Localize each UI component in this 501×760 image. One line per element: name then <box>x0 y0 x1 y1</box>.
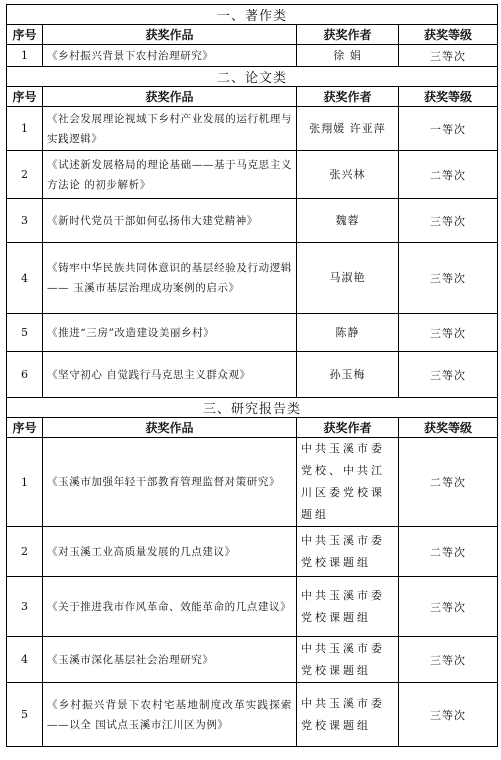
cell-author: 张翔媛 许亚萍 <box>297 107 399 151</box>
header-grade: 获奖等级 <box>399 87 498 107</box>
cell-author: 孙玉梅 <box>297 352 399 398</box>
header-grade: 获奖等级 <box>399 25 498 45</box>
cell-grade: 三等次 <box>399 577 498 637</box>
cell-author: 徐 娟 <box>297 45 399 67</box>
cell-grade: 二等次 <box>399 151 498 199</box>
cell-work: 《对玉溪工业高质量发展的几点建议》 <box>43 527 297 577</box>
header-author: 获奖作者 <box>297 418 399 438</box>
cell-author: 陈静 <box>297 314 399 352</box>
cell-no: 2 <box>7 527 43 577</box>
header-author: 获奖作者 <box>297 87 399 107</box>
section-title-row <box>7 398 498 418</box>
cell-no: 1 <box>7 107 43 151</box>
header-no: 序号 <box>7 418 43 438</box>
cell-work: 《乡村振兴背景下农村宅基地制度改革实践探索——以全 国试点玉溪市江川区为例》 <box>43 683 297 747</box>
header-row <box>7 25 498 45</box>
section-title-row <box>7 67 498 87</box>
awards-table <box>6 4 498 747</box>
header-work: 获奖作品 <box>43 87 297 107</box>
header-grade: 获奖等级 <box>399 418 498 438</box>
section-title-row <box>7 5 498 25</box>
cell-no: 3 <box>7 577 43 637</box>
header-row <box>7 87 498 107</box>
header-work: 获奖作品 <box>43 418 297 438</box>
table-row <box>7 107 498 151</box>
table-row <box>7 683 498 747</box>
table-row <box>7 438 498 527</box>
table-row <box>7 314 498 352</box>
table-row <box>7 352 498 398</box>
cell-author: 中共玉溪市委党校课题组 <box>297 527 399 577</box>
cell-grade: 三等次 <box>399 243 498 314</box>
table-row <box>7 151 498 199</box>
cell-grade: 一等次 <box>399 107 498 151</box>
cell-author: 中共玉溪市委党校课题组 <box>297 637 399 683</box>
cell-grade: 三等次 <box>399 637 498 683</box>
cell-no: 3 <box>7 199 43 243</box>
cell-work: 《试述新发展格局的理论基础——基于马克思主义方法论 的初步解析》 <box>43 151 297 199</box>
cell-work: 《玉溪市加强年轻干部教育管理监督对策研究》 <box>43 438 297 527</box>
cell-work: 《玉溪市深化基层社会治理研究》 <box>43 637 297 683</box>
section-title: 一、著作类 <box>7 5 498 25</box>
section-title: 二、论文类 <box>7 67 498 87</box>
cell-grade: 三等次 <box>399 314 498 352</box>
table-row <box>7 637 498 683</box>
cell-work: 《关于推进我市作风革命、效能革命的几点建议》 <box>43 577 297 637</box>
header-row <box>7 418 498 438</box>
header-no: 序号 <box>7 25 43 45</box>
cell-no: 2 <box>7 151 43 199</box>
cell-no: 5 <box>7 683 43 747</box>
cell-author: 中共玉溪市委党校课题组 <box>297 683 399 747</box>
cell-grade: 三等次 <box>399 45 498 67</box>
cell-no: 1 <box>7 438 43 527</box>
cell-work: 《社会发展理论视域下乡村产业发展的运行机理与实践逻辑》 <box>43 107 297 151</box>
cell-work: 《新时代党员干部如何弘扬伟大建党精神》 <box>43 199 297 243</box>
cell-no: 6 <box>7 352 43 398</box>
cell-work: 《坚守初心 自觉践行马克思主义群众观》 <box>43 352 297 398</box>
cell-grade: 三等次 <box>399 683 498 747</box>
cell-author: 马淑艳 <box>297 243 399 314</box>
cell-no: 4 <box>7 243 43 314</box>
cell-no: 4 <box>7 637 43 683</box>
cell-grade: 二等次 <box>399 527 498 577</box>
cell-author: 中共玉溪市委党校课题组 <box>297 577 399 637</box>
cell-grade: 三等次 <box>399 352 498 398</box>
cell-work: 《铸牢中华民族共同体意识的基层经验及行动逻辑—— 玉溪市基层治理成功案例的启示》 <box>43 243 297 314</box>
cell-author: 中共玉溪市委党校、中共江川区委党校课题组 <box>297 438 399 527</box>
table-row <box>7 527 498 577</box>
cell-grade: 二等次 <box>399 438 498 527</box>
cell-work: 《推进“三房”改造建设美丽乡村》 <box>43 314 297 352</box>
header-work: 获奖作品 <box>43 25 297 45</box>
cell-author: 魏蓉 <box>297 199 399 243</box>
cell-no: 5 <box>7 314 43 352</box>
table-row <box>7 45 498 67</box>
cell-author: 张兴林 <box>297 151 399 199</box>
cell-work: 《乡村振兴背景下农村治理研究》 <box>43 45 297 67</box>
cell-no: 1 <box>7 45 43 67</box>
table-row <box>7 577 498 637</box>
header-author: 获奖作者 <box>297 25 399 45</box>
table-row <box>7 199 498 243</box>
table-row <box>7 243 498 314</box>
header-no: 序号 <box>7 87 43 107</box>
cell-grade: 三等次 <box>399 199 498 243</box>
section-title: 三、研究报告类 <box>7 398 498 418</box>
